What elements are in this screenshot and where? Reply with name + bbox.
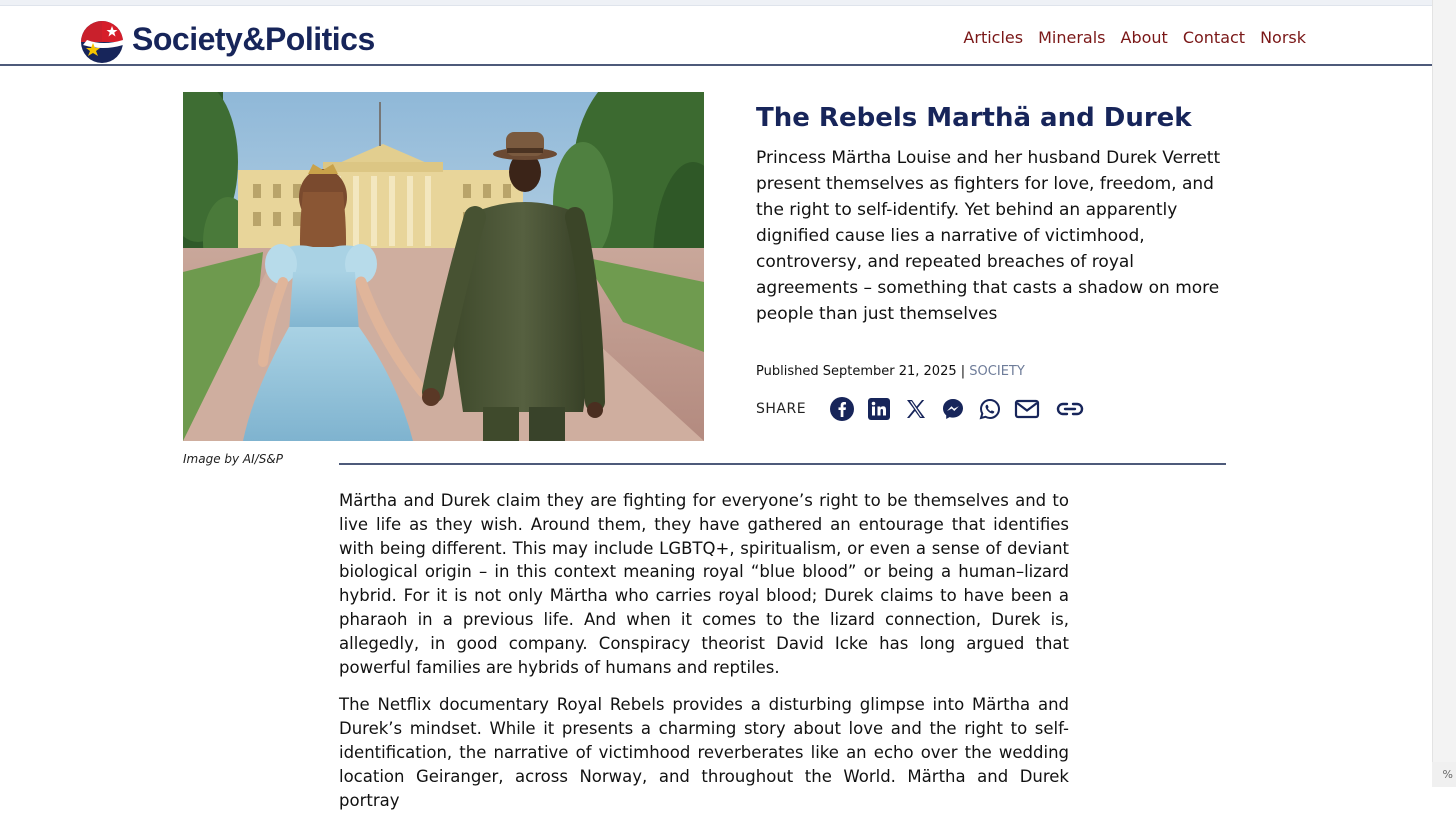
nav-norsk[interactable]: Norsk: [1260, 28, 1306, 47]
header-divider: [0, 64, 1432, 66]
nav-contact[interactable]: Contact: [1182, 28, 1246, 47]
meta-separator: |: [960, 364, 966, 379]
link-icon[interactable]: [1056, 395, 1084, 423]
nav-about[interactable]: About: [1120, 28, 1168, 47]
email-icon[interactable]: [1013, 395, 1041, 423]
article-lead: Princess Märtha Louise and her husband Durek Verrett present themselves as fighters for love, freedom, and the right to self-identify. Yet behind an apparently dignified cause lies a narrative of victimhood, controversy, and repeated breaches of royal agreements – something that casts a shadow on more people than just themselves: [756, 148, 1221, 324]
share-bar: [756, 395, 1093, 423]
facebook-icon[interactable]: [828, 395, 856, 423]
site-header: [0, 6, 1432, 64]
article-divider: [339, 463, 1226, 465]
article-meta: [756, 364, 1025, 379]
published-label: Published: [756, 364, 819, 379]
article-paragraph: Märtha and Durek claim they are fighting for everyone’s right to be themselves and to live life as they wish. Around them, they have gathered an entourage that identifies with being different. This may include LGBTQ+, spiritualism, or even a sense of deviant biological origin – in this context meaning royal “blue blood” or being a human–lizard hybrid. For it is not only Märtha who carries royal blood; Durek claims to have been a pharaoh in a previous life. And when it comes to the lizard connection, Durek is, allegedly, in good company. Conspiracy theorist David Icke has long argued that powerful families are hybrids of humans and reptiles.: [339, 491, 1069, 677]
article-title: The Rebels Marthä and Durek: [756, 103, 1192, 133]
x-icon[interactable]: [902, 395, 930, 423]
whatsapp-icon[interactable]: [976, 395, 1004, 423]
published-date: September 21, 2025: [822, 364, 957, 379]
nav-minerals[interactable]: Minerals: [1038, 28, 1106, 47]
vertical-scrollbar[interactable]: [1432, 0, 1456, 787]
hero-caption: Image by AI/S&P: [183, 452, 283, 466]
main-nav: [963, 26, 1306, 50]
linkedin-icon[interactable]: [865, 395, 893, 423]
share-label: SHARE: [756, 401, 807, 417]
messenger-icon[interactable]: [939, 395, 967, 423]
category-link[interactable]: SOCIETY: [969, 364, 1025, 379]
hero-image: [183, 92, 704, 441]
article-paragraph: The Netflix documentary Royal Rebels provides a disturbing glimpse into Märtha and Durek’s mindset. While it presents a charming story about love and the right to self-identification, the narrative of victimhood reverberates like an echo over the wedding location Geiranger, across Norway, and throughout the World. Märtha and Durek portray: [339, 695, 1069, 810]
site-logo-icon[interactable]: [79, 18, 127, 64]
article-body: [339, 489, 1069, 826]
site-brand[interactable]: Society&Politics: [132, 21, 375, 57]
nav-articles[interactable]: Articles: [963, 28, 1024, 47]
zoom-indicator: %: [1432, 762, 1456, 787]
